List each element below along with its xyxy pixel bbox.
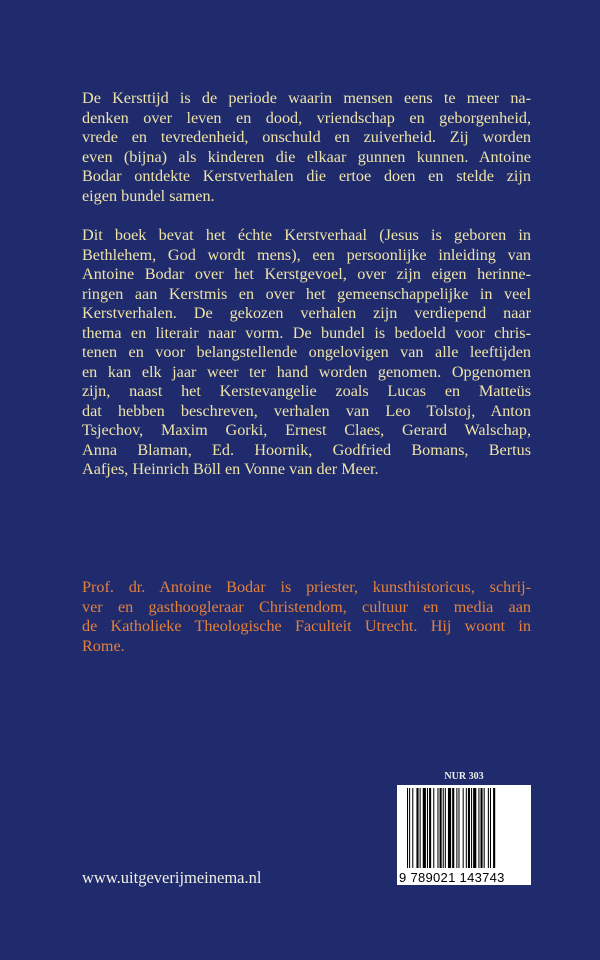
barcode-bar xyxy=(481,788,483,868)
text-line: Antoine Bodar over het Kerstgevoel, over zijn eigen herinne- xyxy=(82,265,531,283)
text-line: ver en gasthoogleraar Christendom, cultuur en media aan xyxy=(82,597,531,616)
text-line: Bethlehem, God wordt mens), een persoonlijke inleiding van xyxy=(82,245,531,264)
barcode-bar xyxy=(423,788,426,868)
barcode-bar xyxy=(452,788,454,868)
author-bio xyxy=(82,578,531,656)
text-line: Tsjechov, Maxim Gorki, Ernest Claes, Gerard Walschap, xyxy=(82,421,531,439)
barcode-bar xyxy=(437,788,438,868)
isbn-number: 9 789021 143743 xyxy=(399,870,505,885)
barcode-bar xyxy=(478,788,479,868)
text-line: en kan elk jaar weer ter hand worden genomen. Opgenomen xyxy=(82,362,531,381)
barcode-bar xyxy=(463,788,464,868)
text-line: even (bijna) als kinderen die elkaar gunnen kunnen. Antoine xyxy=(82,147,531,166)
text-line: Aafjes, Heinrich Böll en Vonne van der Meer. xyxy=(82,460,379,478)
publisher-website: www.uitgeverijmeinema.nl xyxy=(82,868,262,887)
text-line: de Katholieke Theologische Faculteit Utrecht. Hij woont in xyxy=(82,617,531,635)
barcode-bar xyxy=(488,788,489,868)
barcode-bar xyxy=(484,788,485,868)
barcode-bar xyxy=(473,788,476,868)
barcode-bar xyxy=(466,788,467,868)
barcode-bar xyxy=(440,788,442,868)
barcode-bar xyxy=(412,788,413,868)
text-line: De Kersttijd is de periode waarin mensen eens te meer na- xyxy=(82,89,531,107)
barcode-bars xyxy=(401,788,527,868)
barcode-bar xyxy=(445,788,446,868)
text-line: zijn, naast het Kerstevangelie zoals Lucas en Matteüs xyxy=(82,382,531,400)
text-line: vrede en tevredenheid, onschuld en zuiverheid. Zij worden xyxy=(82,128,531,146)
barcode-bar xyxy=(490,788,491,868)
barcode-bar xyxy=(468,788,470,868)
barcode-bar xyxy=(409,788,410,868)
nur-code: NUR 303 xyxy=(444,771,484,782)
text-line: Prof. dr. Antoine Bodar is priester, kunsthistoricus, schrij- xyxy=(82,578,531,596)
barcode-bar xyxy=(471,788,472,868)
text-line: Bodar ontdekte Kerstverhalen die ertoe doen en stelde zijn xyxy=(82,167,531,185)
text-line: tenen en voor belangstellende ongelovigen van alle leeftijden xyxy=(82,343,531,361)
barcode-bar xyxy=(407,788,408,868)
isbn-barcode xyxy=(397,785,531,885)
text-line: thema en literair naar vorm. De bundel is bedoeld voor chris- xyxy=(82,323,531,342)
barcode-bar xyxy=(429,788,431,868)
barcode-bar xyxy=(443,788,444,868)
text-line: Dit boek bevat het échte Kerstverhaal (Jesus is geboren in xyxy=(82,226,531,244)
text-line: Rome. xyxy=(82,636,125,655)
text-line: Kerstverhalen. De gekozen verhalen zijn verdiepend naar xyxy=(82,304,531,322)
barcode-bar xyxy=(427,788,428,868)
barcode-bar xyxy=(448,788,451,868)
barcode-bar xyxy=(458,788,459,868)
barcode-bar xyxy=(456,788,457,868)
barcode-bar xyxy=(493,788,495,868)
text-line: ringen aan Kerstmis en over het gemeenschappelijke in veel xyxy=(82,284,531,303)
description-paragraph-2 xyxy=(82,226,531,480)
barcode-bar xyxy=(420,788,421,868)
text-line: dat hebben beschreven, verhalen van Leo Tolstoj, Anton xyxy=(82,401,531,420)
barcode-bar xyxy=(416,788,418,868)
description-paragraph-1 xyxy=(82,89,531,206)
barcode-bar xyxy=(433,788,434,868)
text-line: Anna Blaman, Ed. Hoornik, Godfried Bomans, Bertus xyxy=(82,440,531,459)
text-line: denken over leven en dood, vriendschap en geborgenheid, xyxy=(82,108,531,127)
text-line: eigen bundel samen. xyxy=(82,186,215,205)
